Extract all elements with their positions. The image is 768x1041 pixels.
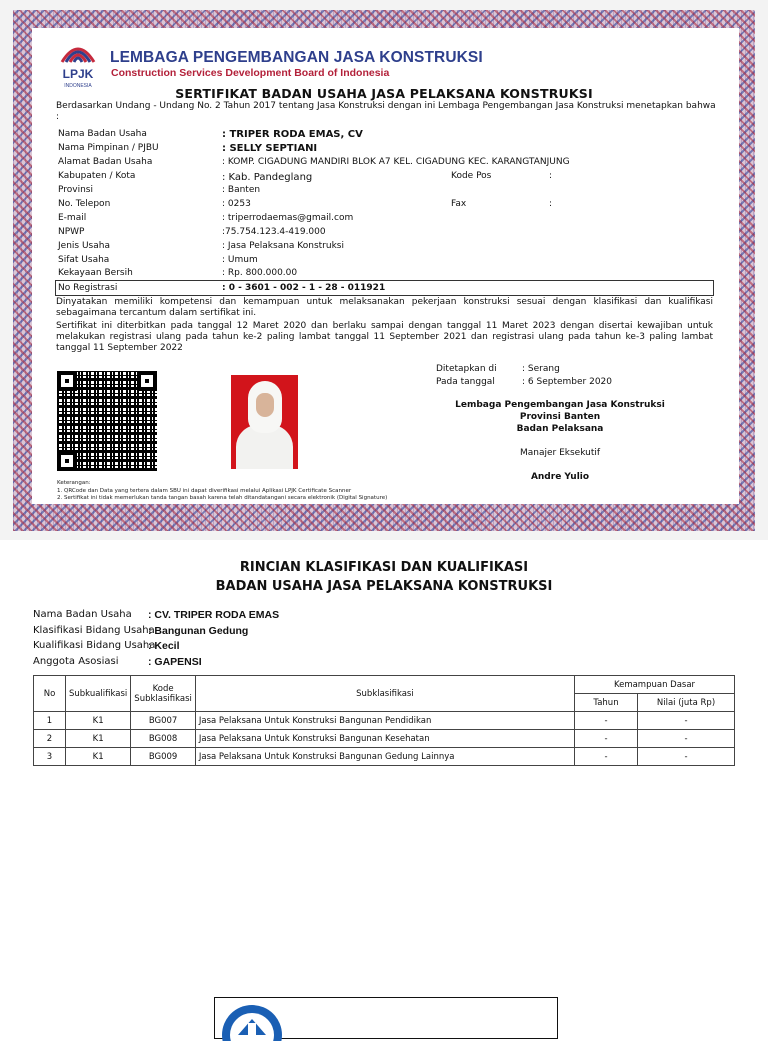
col-header-tahun: Tahun — [575, 694, 638, 712]
cell-kode: BG007 — [131, 712, 196, 730]
rincian-title-line-2: BADAN USAHA JASA PELAKSANA KONSTRUKSI — [215, 579, 553, 594]
field-value-provinsi: : Banten — [222, 185, 261, 195]
holder-photo — [231, 375, 298, 469]
table-row — [34, 712, 735, 730]
note-2: 2. Sertifikat ini tidak memerlukan tanda tangan basah karena telah ditandatangani secara elektronik (Digital Signature) — [57, 495, 388, 501]
field-label-pimpinan: Nama Pimpinan / PJBU — [58, 143, 159, 153]
org-subtitle: Construction Services Development Board of Indonesia — [111, 67, 390, 79]
field-label-telepon: No. Telepon — [58, 199, 111, 209]
table-row — [34, 730, 735, 748]
field-value-kabupaten: : Kab. Pandeglang — [222, 172, 313, 183]
validity-statement: Sertifikat ini diterbitkan pada tanggal 12 Maret 2020 dan berlaku sampai dengan tanggal 11 Maret 2023 dengan disertai kewajiban untuk melakukan registrasi ulang pada tahun ke-2 paling lambat tanggal 11 September 2021 dan registrasi ulang pada tahun ke-3 paling lambat tanggal 11 September 2022 — [56, 321, 713, 353]
cell-nilai: - — [638, 748, 735, 766]
cell-tahun: - — [575, 748, 638, 766]
col-header-nilai: Nilai (juta Rp) — [638, 694, 735, 712]
cell-kode: BG008 — [131, 730, 196, 748]
cell-no: 2 — [34, 730, 66, 748]
signatory-name: Andre Yulio — [530, 472, 590, 482]
col-header-kemampuan: Kemampuan Dasar — [575, 676, 735, 694]
field-label-kekayaan: Kekayaan Bersih — [58, 268, 133, 278]
preamble-text: Berdasarkan Undang - Undang No. 2 Tahun 2017 tentang Jasa Konstruksi dengan ini Lembaga Pengembangan Jasa Konstruksi menetapkan bahwa : — [56, 101, 716, 122]
fax-label: Fax — [451, 199, 467, 209]
field-value-npwp: :75.754.123.4-419.000 — [222, 227, 326, 237]
rincian-value-asosiasi: : GAPENSI — [148, 656, 202, 668]
col-header-subklasifikasi: Subklasifikasi — [195, 676, 574, 712]
col-header-subkualifikasi: Subkualifikasi — [66, 676, 131, 712]
field-label-provinsi: Provinsi — [58, 185, 93, 195]
cell-kode: BG009 — [131, 748, 196, 766]
cell-no: 1 — [34, 712, 66, 730]
cell-nilai: - — [638, 730, 735, 748]
notes-title: Keterangan: — [57, 480, 91, 486]
issuer-line-1: Lembaga Pengembangan Jasa Konstruksi — [455, 400, 665, 410]
logo-text: LPJK — [62, 67, 94, 81]
field-label-kabupaten: Kabupaten / Kota — [58, 171, 136, 181]
classification-table — [33, 675, 735, 766]
qr-code — [57, 371, 157, 471]
col-header-no: No — [34, 676, 66, 712]
qr-finder-top-right — [137, 371, 157, 391]
field-label-alamat: Alamat Badan Usaha — [58, 157, 153, 167]
cell-subklasifikasi: Jasa Pelaksana Untuk Konstruksi Bangunan Pendidikan — [195, 712, 574, 730]
table-header-row — [34, 676, 735, 694]
field-value-jenis-usaha: : Jasa Pelaksana Konstruksi — [222, 241, 344, 251]
field-label-jenis-usaha: Jenis Usaha — [58, 241, 110, 251]
field-value-telepon: : 0253 — [222, 199, 251, 209]
field-value-nama-badan-usaha: : TRIPER RODA EMAS, CV — [222, 129, 363, 140]
rincian-value-nama: : CV. TRIPER RODA EMAS — [148, 609, 280, 621]
issuer-line-3: Badan Pelaksana — [516, 424, 604, 434]
rincian-title-line-1: RINCIAN KLASIFIKASI DAN KUALIFIKASI — [239, 560, 529, 575]
qr-finder-top-left — [57, 371, 77, 391]
cell-subkualifikasi: K1 — [66, 730, 131, 748]
kode-pos-label: Kode Pos — [451, 171, 492, 181]
field-label-email: E-mail — [58, 213, 87, 223]
rincian-label-asosiasi: Anggota Asosiasi — [33, 656, 119, 667]
registration-number: : 0 - 3601 - 002 - 1 - 28 - 011921 — [222, 283, 386, 293]
field-value-pimpinan: : SELLY SEPTIANI — [222, 143, 318, 154]
field-label-nama-badan-usaha: Nama Badan Usaha — [58, 129, 147, 139]
ditetapkan-value: : Serang — [522, 364, 560, 374]
cell-subkualifikasi: K1 — [66, 748, 131, 766]
field-value-kekayaan: : Rp. 800.000.00 — [222, 268, 298, 278]
rincian-label-nama: Nama Badan Usaha — [33, 609, 132, 620]
field-label-sifat-usaha: Sifat Usaha — [58, 255, 110, 265]
field-value-alamat: : KOMP. CIGADUNG MANDIRI BLOK A7 KEL. CIGADUNG KEC. KARANGTANJUNG — [222, 157, 570, 167]
cell-no: 3 — [34, 748, 66, 766]
col-header-kode: Kode Subklasifikasi — [131, 676, 196, 712]
fax-value: : — [549, 199, 553, 209]
lpjk-logo — [54, 32, 102, 92]
cell-tahun: - — [575, 712, 638, 730]
tanggal-value: : 6 September 2020 — [522, 377, 612, 387]
association-logo-icon — [218, 1001, 288, 1041]
table-row — [34, 748, 735, 766]
photo-face — [256, 393, 274, 417]
field-label-npwp: NPWP — [58, 227, 85, 237]
kode-pos-value: : — [549, 171, 553, 181]
tanggal-label: Pada tanggal — [436, 377, 495, 387]
cell-tahun: - — [575, 730, 638, 748]
cell-subkualifikasi: K1 — [66, 712, 131, 730]
rincian-value-klasifikasi: : Bangunan Gedung — [148, 625, 249, 637]
cell-subklasifikasi: Jasa Pelaksana Untuk Konstruksi Bangunan Kesehatan — [195, 730, 574, 748]
field-value-sifat-usaha: : Umum — [222, 255, 258, 265]
org-name: LEMBAGA PENGEMBANGAN JASA KONSTRUKSI — [110, 49, 483, 66]
field-value-email: : triperrodaemas@gmail.com — [222, 213, 354, 223]
qr-finder-bottom-left — [57, 451, 77, 471]
rincian-label-kualifikasi: Kualifikasi Bidang Usaha — [33, 640, 156, 651]
issuer-line-2: Provinsi Banten — [519, 412, 601, 422]
ditetapkan-label: Ditetapkan di — [436, 364, 497, 374]
competency-statement: Dinyatakan memiliki kompetensi dan kemampuan untuk melaksanakan pekerjaan konstruksi sesuai dengan klasifikasi dan kualifikasi sebagaimana tercantum dalam sertifikat ini. — [56, 297, 713, 318]
certificate-title: SERTIFIKAT BADAN USAHA JASA PELAKSANA KONSTRUKSI — [175, 86, 593, 101]
rincian-label-klasifikasi: Klasifikasi Bidang Usaha — [33, 625, 155, 636]
registration-label: No Registrasi — [58, 283, 118, 293]
logo-subtext: INDONESIA — [64, 83, 92, 89]
rincian-value-kualifikasi: : Kecil — [148, 640, 180, 652]
cell-subklasifikasi: Jasa Pelaksana Untuk Konstruksi Bangunan Gedung Lainnya — [195, 748, 574, 766]
signatory-position: Manajer Eksekutif — [519, 448, 601, 458]
cell-nilai: - — [638, 712, 735, 730]
note-1: 1. QRCode dan Data yang tertera dalam SBU ini dapat diverifikasi melalui Aplikasi LPJK Certificate Scanner — [57, 488, 352, 494]
